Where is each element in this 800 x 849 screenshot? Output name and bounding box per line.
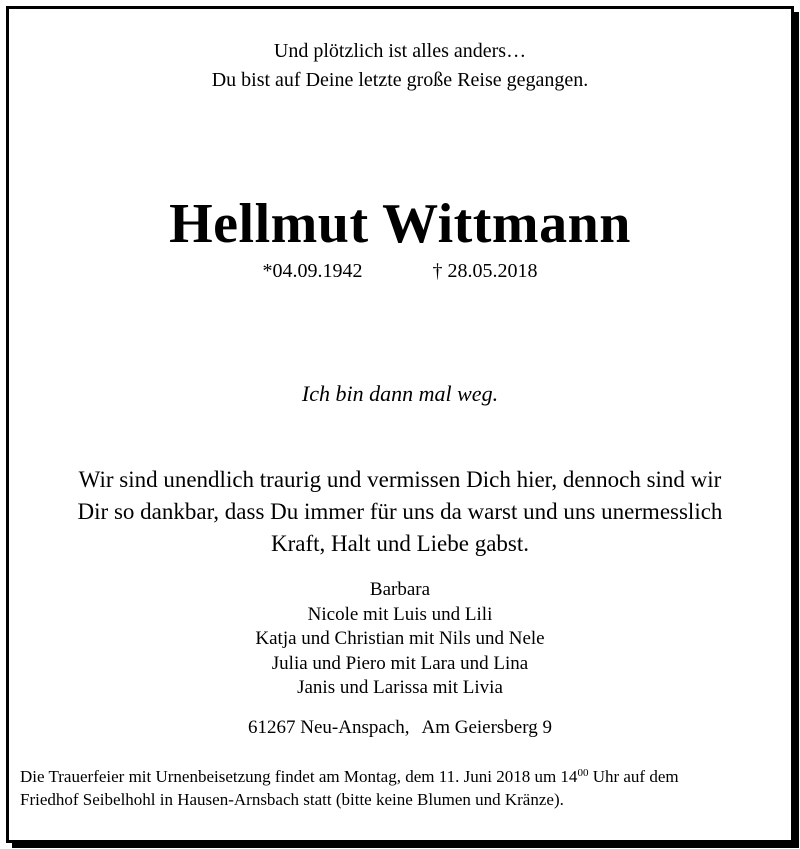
deceased-name: Hellmut Wittmann — [169, 193, 631, 255]
family-member: Janis und Larissa mit Livia — [297, 677, 503, 698]
funeral-notice-text: Die Trauerfeier mit Urnenbeisetzung findet am Montag, dem 11. Juni 2018 um 14 — [20, 767, 578, 786]
funeral-notice-text-end: Uhr auf dem — [588, 767, 679, 786]
funeral-notice-line-1 — [20, 765, 788, 788]
border-shadow-bottom — [12, 843, 799, 848]
time-minutes-superscript: 00 — [577, 767, 589, 779]
address — [0, 716, 800, 740]
family-member: Nicole mit Luis und Lili — [307, 603, 493, 625]
family-member: Katja und Christian mit Nils und Nele — [255, 628, 545, 649]
intro-line-1: Und plötzlich ist alles anders… — [273, 40, 527, 62]
message-line-2: Dir so dankbar, dass Du immer für uns da warst und uns unermesslich — [77, 499, 723, 524]
life-dates — [0, 258, 800, 284]
birth-date: *04.09.1942 — [262, 260, 363, 282]
message-line-3: Kraft, Halt und Liebe gabst. — [270, 531, 530, 556]
address-city: 61267 Neu-Anspach, — [248, 717, 410, 738]
intro-line-2: Du bist auf Deine letzte große Reise gegangen. — [211, 69, 589, 91]
death-date: † 28.05.2018 — [432, 260, 538, 282]
message-line-1: Wir sind unendlich traurig und vermissen Dich hier, dennoch sind wir — [78, 467, 722, 492]
family-member: Barbara — [369, 579, 431, 600]
funeral-notice-line-2: Friedhof Seibelhohl in Hausen-Arnsbach statt (bitte keine Blumen und Kränze). — [20, 790, 564, 809]
motto: Ich bin dann mal weg. — [301, 381, 499, 406]
family-member: Julia und Piero mit Lara und Lina — [271, 652, 529, 674]
address-street: Am Geiersberg 9 — [421, 717, 552, 738]
